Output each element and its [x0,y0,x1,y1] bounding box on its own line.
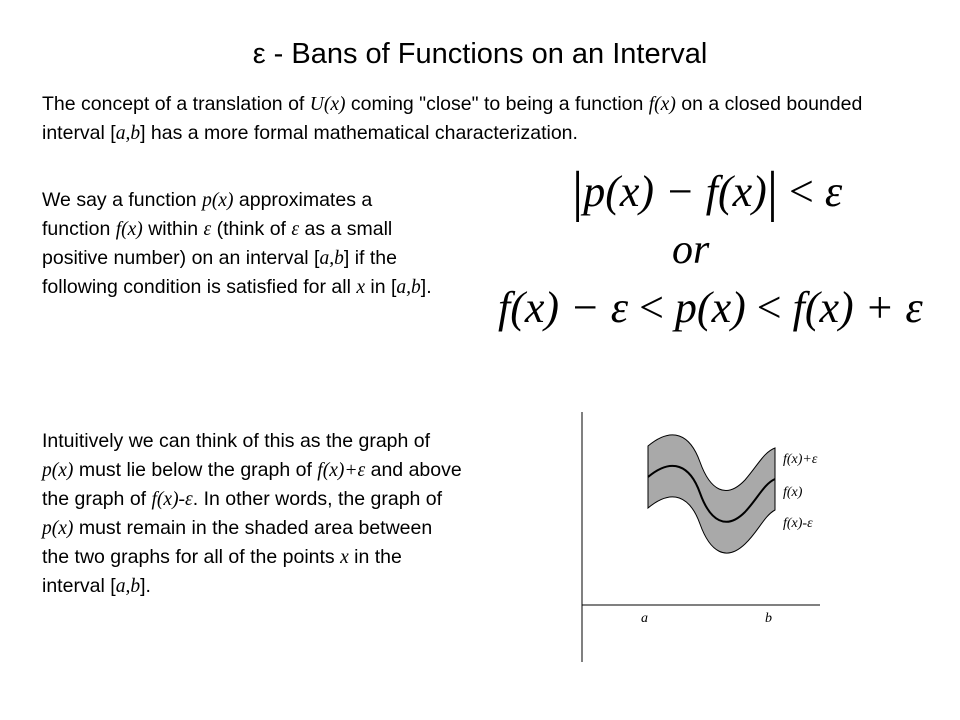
page-title: ε - Bans of Functions on an Interval [252,38,708,70]
text-run: The concept of a translation of [42,93,310,115]
text-run: within [142,218,204,240]
math-run: ε [203,219,212,240]
math-run: a,b [396,277,421,298]
text-run: in [ [364,276,397,298]
equation-rhs: ε [824,167,843,216]
math-run: a,b [319,248,344,269]
abs-bar-left: | [572,161,584,223]
equation-right: f(x) + ε [792,283,923,332]
text-run: must remain in the shaded area between the two graphs for all of the points [42,517,433,568]
math-run: U(x) [309,94,346,115]
label-mid: f(x) [783,485,803,500]
math-run: f(x)+ε [317,460,366,481]
equation-or: or [672,227,710,273]
math-run: a,b [115,123,141,144]
text-run: coming "close" to being a function [345,93,649,115]
label-upper: f(x)+ε [783,452,818,467]
text-run: as a small positive number) on an interval [ [42,218,393,269]
math-run: f(x)-ε [151,489,193,510]
equation-middle: p(x) [674,283,746,332]
math-run: a,b [115,576,141,597]
tick-a: a [641,611,648,626]
text-run: in the interval [ [42,546,402,597]
equation-relation: < [789,167,814,216]
text-run: We say a function [42,189,203,211]
text-run: (think of [211,218,292,240]
math-run: p(x) [42,518,74,539]
math-run: ε [291,219,300,240]
math-run: p(x) [42,460,74,481]
math-run: x [340,547,349,568]
label-lower: f(x)-ε [783,516,813,531]
math-run: f(x) [115,219,143,240]
text-run: ]. [420,276,432,298]
text-run: ] has a more formal mathematical characterization. [140,122,578,144]
equation-relation-1: < [639,283,664,332]
text-run: must lie below the graph of [73,459,318,481]
text-run: and above the graph of [42,459,462,510]
equation-lhs: p(x) − f(x) [583,167,767,216]
equation-relation-2: < [756,283,782,332]
text-run: ] if the following condition is satisfied for all [42,247,397,298]
shaded-band [648,435,775,553]
tick-b: b [765,611,772,626]
math-run: x [356,277,365,298]
text-run: Intuitively we can think of this as the graph of [42,430,431,452]
text-run: . In other words, the graph of [192,488,443,510]
abs-bar-right: | [766,161,779,223]
equation-left: f(x) − ε [498,283,629,332]
text-run: on a closed bounded interval [ [42,93,863,144]
math-run: p(x) [202,190,234,211]
text-run: ]. [140,575,151,597]
math-run: f(x) [648,94,676,115]
text-run: approximates a function [42,189,373,240]
